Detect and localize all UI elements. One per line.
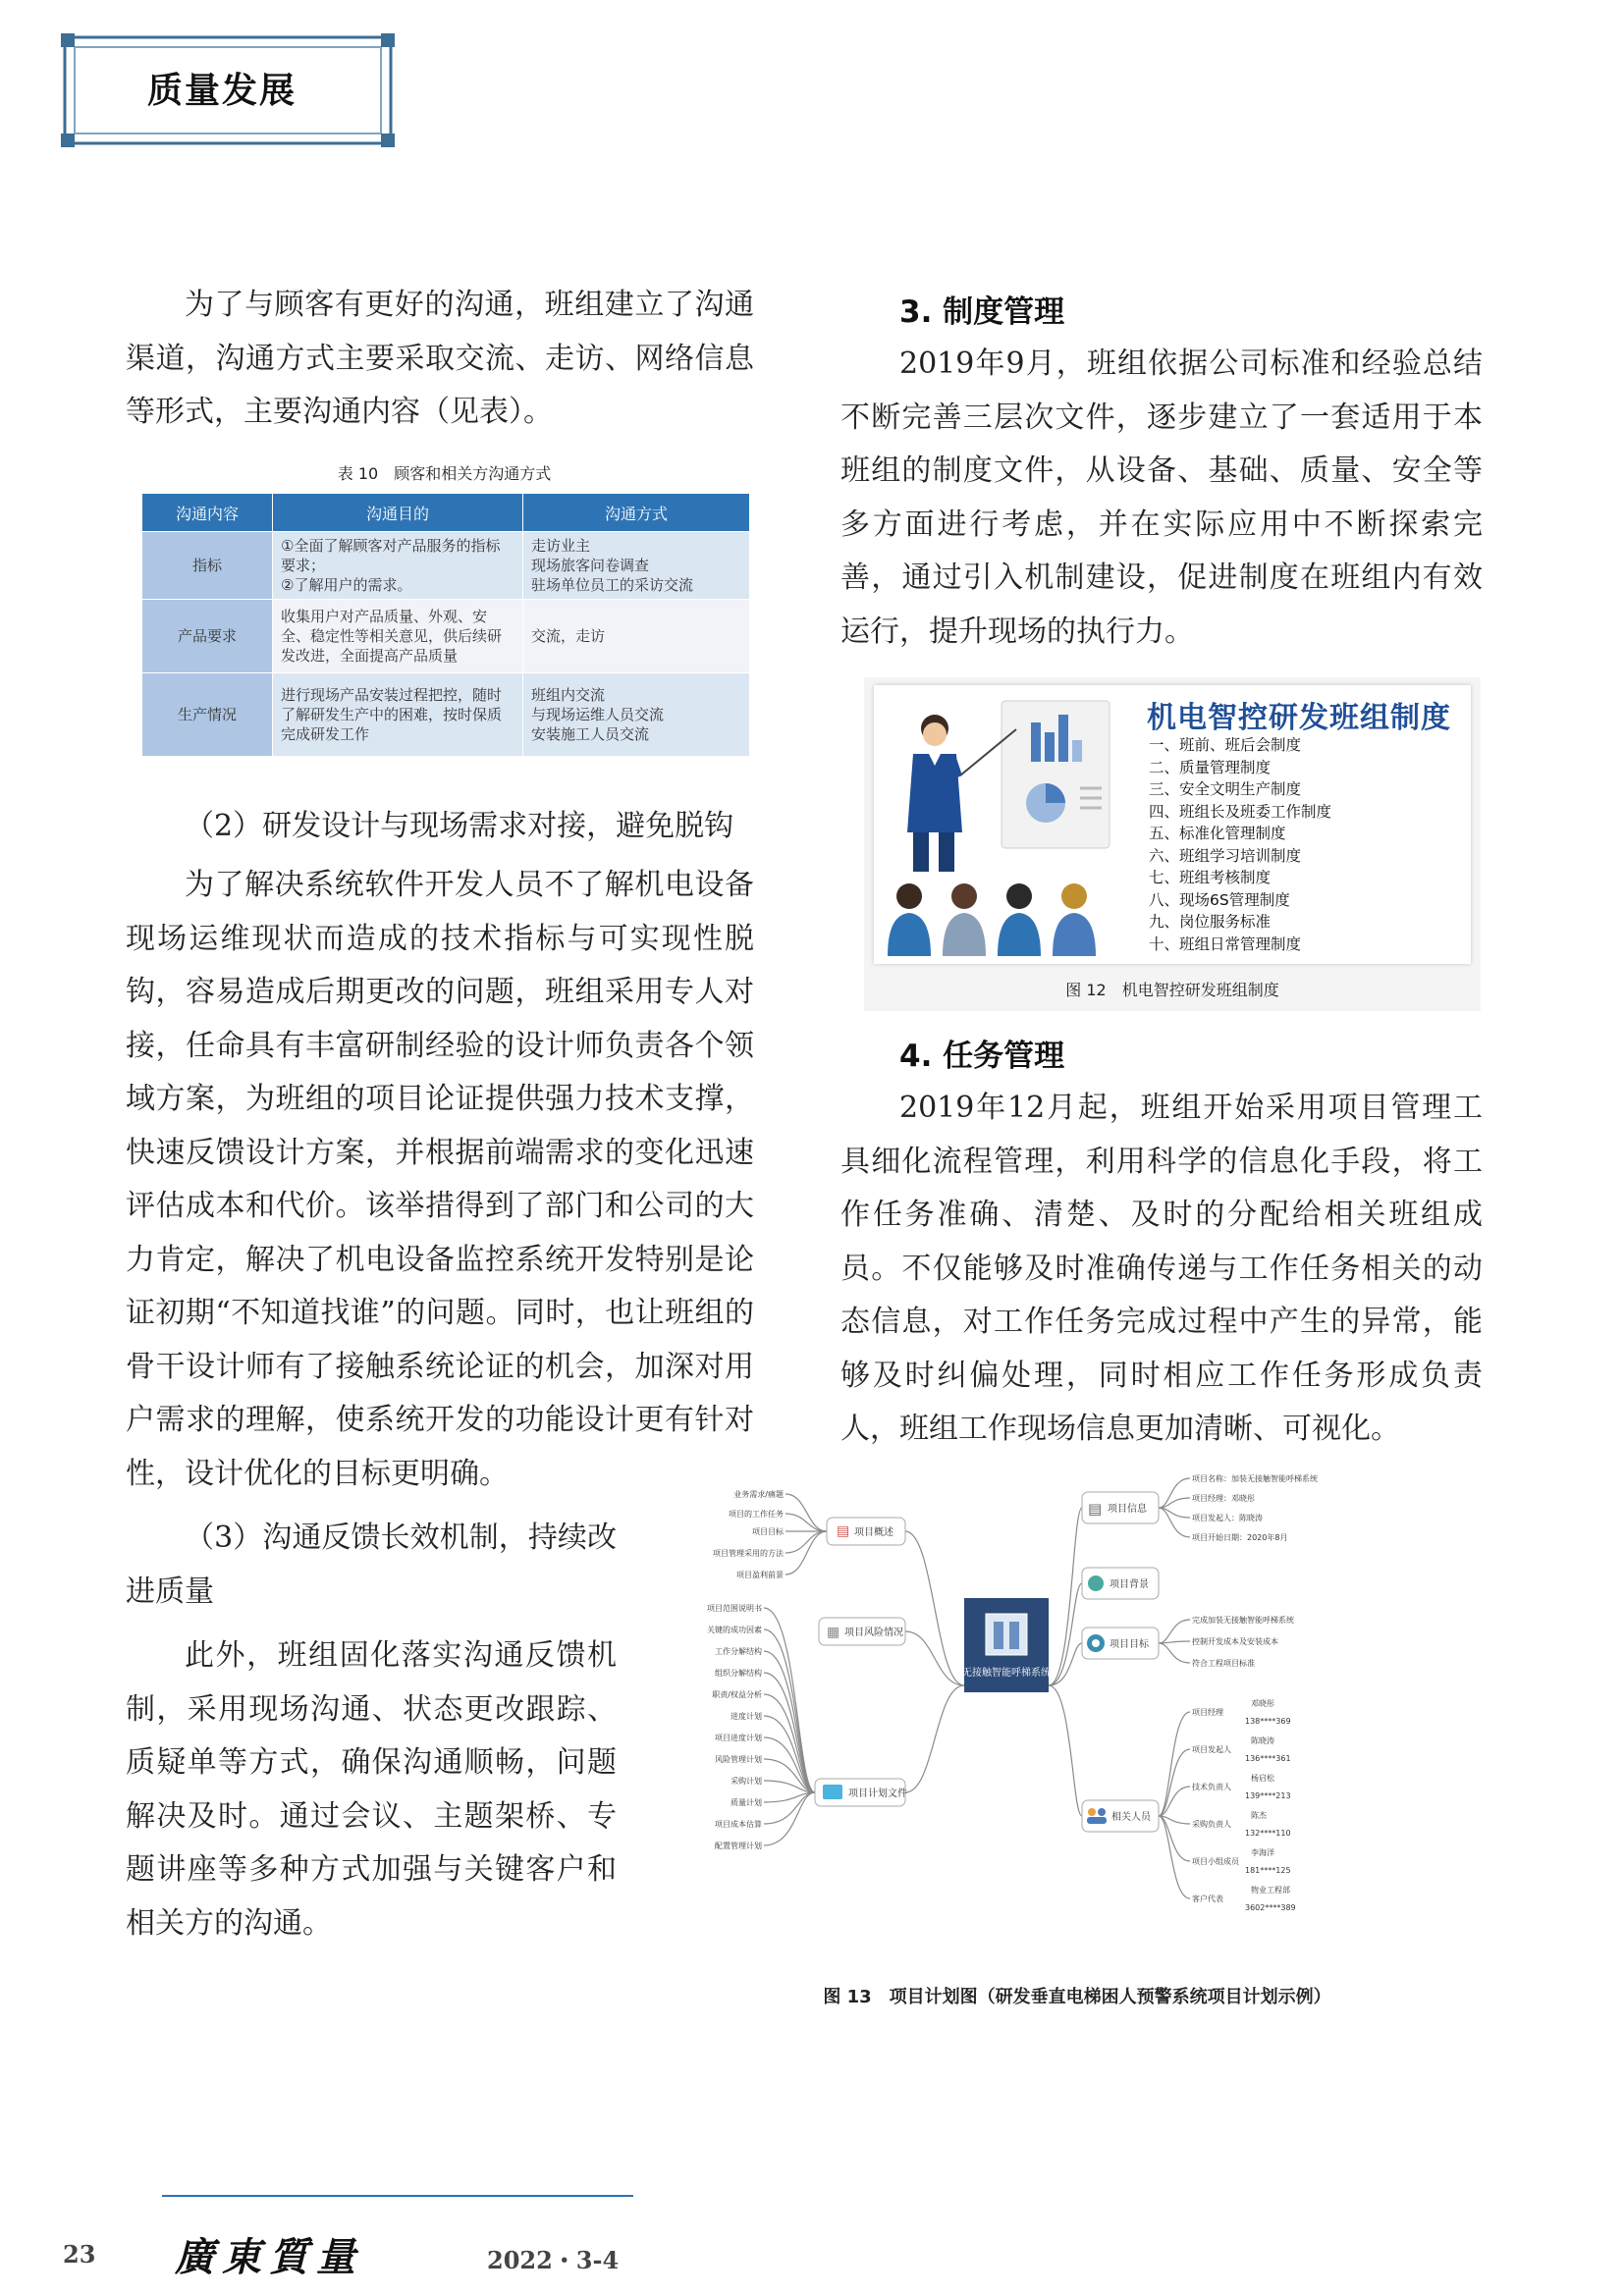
heading-system-management: 3. 制度管理 xyxy=(899,294,1065,330)
node-leaf: 关键的成功因素 xyxy=(707,1626,762,1634)
node-phone: 136****361 xyxy=(1245,1754,1291,1763)
heading-task-management: 4. 任务管理 xyxy=(899,1039,1065,1074)
figure-13-caption: 图 13 项目计划图（研发垂直电梯困人预警系统项目计划示例） xyxy=(823,1987,1331,2007)
node-leaf: 项目开始日期：2020年8月 xyxy=(1192,1533,1288,1542)
node-phone: 139****213 xyxy=(1245,1791,1291,1800)
node-leaf: 符合工程项目标准 xyxy=(1192,1659,1255,1668)
node-background-label: 项目背景 xyxy=(1110,1579,1149,1590)
node-plan-docs-label: 项目计划文件 xyxy=(848,1789,907,1799)
node-leaf: 组织分解结构 xyxy=(715,1669,762,1678)
footer-divider xyxy=(162,2195,633,2197)
node-phone: 3602****389 xyxy=(1245,1903,1296,1912)
table-row xyxy=(142,600,750,673)
node-name: 陈晓涛 xyxy=(1251,1736,1274,1745)
node-leaf: 项目范围说明书 xyxy=(707,1604,762,1613)
paragraph-task: 2019年12月起，班组开始采用项目管理工具细化流程管理，利用科学的信息化手段，将工作任务准确、清楚、及时的分配给相关班组成员。不仅能够及时准确传递与工作任务相关的动态信息，对工作任务完成过程中产生的异常，能够及时纠偏处理，同时相应工作任务形成负责人，班组工作现场信息更加清晰、可视化。 xyxy=(840,1091,1483,1446)
node-leaf: 项目经理：邓晓彤 xyxy=(1192,1494,1255,1503)
node-name: 物业工程部 xyxy=(1251,1886,1290,1895)
people-icon xyxy=(1088,1808,1096,1816)
list-item: 一、班前、班后会制度 xyxy=(1149,736,1302,754)
table-row xyxy=(142,532,750,600)
node-phone: 132****110 xyxy=(1245,1829,1291,1838)
table-cell: 收集用户对产品质量、外观、安全、稳定性等相关意见，供后续研发改进，全面提高产品质量 xyxy=(273,600,523,673)
document-icon: ▤ xyxy=(1088,1500,1103,1518)
node-info-label: 项目信息 xyxy=(1108,1504,1147,1515)
table-cell: 产品要求 xyxy=(142,600,273,673)
subheading-3: （3）沟通反馈长效机制，持续改进质量 xyxy=(126,1521,617,1609)
mindmap-center-label: 无接触智能呼梯系统 xyxy=(962,1668,1051,1679)
folder-icon xyxy=(823,1785,842,1799)
document-icon: ▦ xyxy=(827,1625,840,1640)
node-role: 项目发起人 xyxy=(1192,1745,1231,1754)
node-leaf: 项目成本估算 xyxy=(715,1820,762,1829)
figure-12-caption: 图 12 机电智控研发班组制度 xyxy=(1065,981,1279,999)
node-leaf: 项目盈利前景 xyxy=(736,1571,784,1579)
list-item: 九、岗位服务标准 xyxy=(1149,913,1272,931)
figure-13-mindmap xyxy=(689,1465,1465,1963)
list-item: 八、现场6S管理制度 xyxy=(1149,890,1290,909)
list-item: 三、安全文明生产制度 xyxy=(1149,780,1302,798)
node-role: 采购负责人 xyxy=(1192,1820,1231,1829)
node-name: 李海洋 xyxy=(1251,1848,1274,1857)
list-item: 十、班组日常管理制度 xyxy=(1149,934,1302,953)
list-item: 五、标准化管理制度 xyxy=(1149,825,1286,842)
page-number: 23 xyxy=(63,2240,96,2269)
list-item: 七、班组考核制度 xyxy=(1149,869,1272,886)
table-caption: 表 10 顾客和相关方沟通方式 xyxy=(337,464,552,483)
node-name: 杨启松 xyxy=(1251,1774,1274,1783)
node-goal-label: 项目目标 xyxy=(1110,1639,1149,1650)
node-people-label: 相关人员 xyxy=(1111,1812,1151,1823)
section-title: 质量发展 xyxy=(147,71,298,111)
list-item: 四、班组长及班委工作制度 xyxy=(1149,802,1332,821)
table-cell: ①全面了解顾客对产品服务的指标要求； ②了解用户的需求。 xyxy=(273,532,523,600)
node-leaf: 质量计划 xyxy=(731,1798,762,1807)
magazine-logo: 廣東質量 xyxy=(175,2234,363,2280)
node-role: 项目小组成员 xyxy=(1192,1857,1239,1866)
node-role: 客户代表 xyxy=(1192,1895,1223,1903)
node-role: 项目经理 xyxy=(1192,1708,1223,1717)
table-cell: 走访业主 现场旅客问卷调查 驻场单位员工的采访交流 xyxy=(523,532,750,600)
paragraph-intro: 为了与顾客有更好的沟通，班组建立了沟通渠道，沟通方式主要采取交流、走访、网络信息等形式，主要沟通内容（见表）。 xyxy=(126,288,754,429)
node-name: 邓晓彤 xyxy=(1251,1699,1274,1708)
node-phone: 181****125 xyxy=(1245,1866,1291,1875)
node-leaf: 项目名称：加装无接触智能呼梯系统 xyxy=(1192,1474,1318,1483)
node-leaf: 采购计划 xyxy=(731,1777,762,1786)
node-role: 技术负责人 xyxy=(1192,1783,1231,1791)
list-item: 二、质量管理制度 xyxy=(1149,758,1272,776)
hint-icon xyxy=(1088,1575,1104,1591)
node-leaf: 项目管理采用的方法 xyxy=(713,1549,784,1558)
table-header-cell: 沟通目的 xyxy=(273,494,523,532)
clipboard-icon: ▤ xyxy=(837,1523,850,1539)
node-name: 陈杰 xyxy=(1251,1811,1267,1820)
node-leaf: 工作分解结构 xyxy=(715,1647,762,1656)
table-header-cell: 沟通内容 xyxy=(142,494,273,532)
list-item: 六、班组学习培训制度 xyxy=(1149,846,1302,865)
table-cell: 生产情况 xyxy=(142,673,273,757)
table-row xyxy=(142,673,750,757)
paragraph-design: 为了解决系统软件开发人员不了解机电设备现场运维现状而造成的技术指标与可实现性脱钩，容易造成后期更改的问题，班组采用专人对接，任命具有丰富研制经验的设计师负责各个领域方案，为班组的项目论证提供强力技术支撑，快速反馈设计方案，并根据前端需求的变化迅速评估成本和代价。该举措得到了部门和公司的大力肯定，解决了机电设备监控系统开发特别是论证初期“不知道找谁”的问题。同时，也让班组的骨干设计师有了接触系统论证的机会，加深对用户需求的理解，使系统开发的功能设计更有针对性，设计优化的目标更明确。 xyxy=(126,868,754,1491)
node-leaf: 项目的工作任务 xyxy=(729,1510,784,1519)
node-leaf: 控制开发成本及安装成本 xyxy=(1192,1637,1278,1646)
node-phone: 138****369 xyxy=(1245,1717,1291,1726)
node-leaf: 配置管理计划 xyxy=(715,1842,762,1850)
table-header-cell: 沟通方式 xyxy=(523,494,750,532)
table-cell: 指标 xyxy=(142,532,273,600)
node-overview-label: 项目概述 xyxy=(854,1527,893,1538)
node-leaf: 项目目标 xyxy=(752,1527,784,1536)
communication-table xyxy=(141,493,750,757)
presenter-illustration xyxy=(884,695,1129,960)
table-cell: 交流，走访 xyxy=(523,600,750,673)
figure-12-list xyxy=(1149,734,1331,955)
table-cell: 进行现场产品安装过程把控，随时了解研发生产中的困难，按时保质完成研发工作 xyxy=(273,673,523,757)
node-leaf: 风险管理计划 xyxy=(715,1755,762,1764)
node-leaf: 项目发起人：陈晓涛 xyxy=(1192,1514,1263,1522)
paragraph-system: 2019年9月，班组依据公司标准和经验总结不断完善三层次文件，逐步建立了一套适用于本班组的制度文件，从设备、基础、质量、安全等多方面进行考虑，并在实际应用中不断探索完善，通过引入机制建设，促进制度在班组内有效运行，提升现场的执行力。 xyxy=(840,347,1483,649)
subheading-2: （2）研发设计与现场需求对接，避免脱钩 xyxy=(185,809,734,843)
node-leaf: 进度计划 xyxy=(731,1712,762,1721)
node-leaf: 项目进度计划 xyxy=(715,1734,762,1742)
issue-number: 2022・3-4 xyxy=(487,2246,620,2274)
node-risk-label: 项目风险情况 xyxy=(844,1628,903,1638)
paragraph-feedback: 此外，班组固化落实沟通反馈机制，采用现场沟通、状态更改跟踪、质疑单等方式，确保沟通顺畅，问题解决及时。通过会议、主题架桥、专题讲座等多种方式加强与关键客户和相关方的沟通。 xyxy=(126,1638,617,1941)
table-cell: 班组内交流 与现场运维人员交流 安装施工人员交流 xyxy=(523,673,750,757)
node-leaf: 完成加装无接触智能呼梯系统 xyxy=(1192,1616,1294,1625)
figure-12-title: 机电智控研发班组制度 xyxy=(1147,701,1451,735)
node-leaf: 业务需求/痛题 xyxy=(733,1490,784,1499)
node-leaf: 职责/权益分析 xyxy=(712,1690,762,1699)
